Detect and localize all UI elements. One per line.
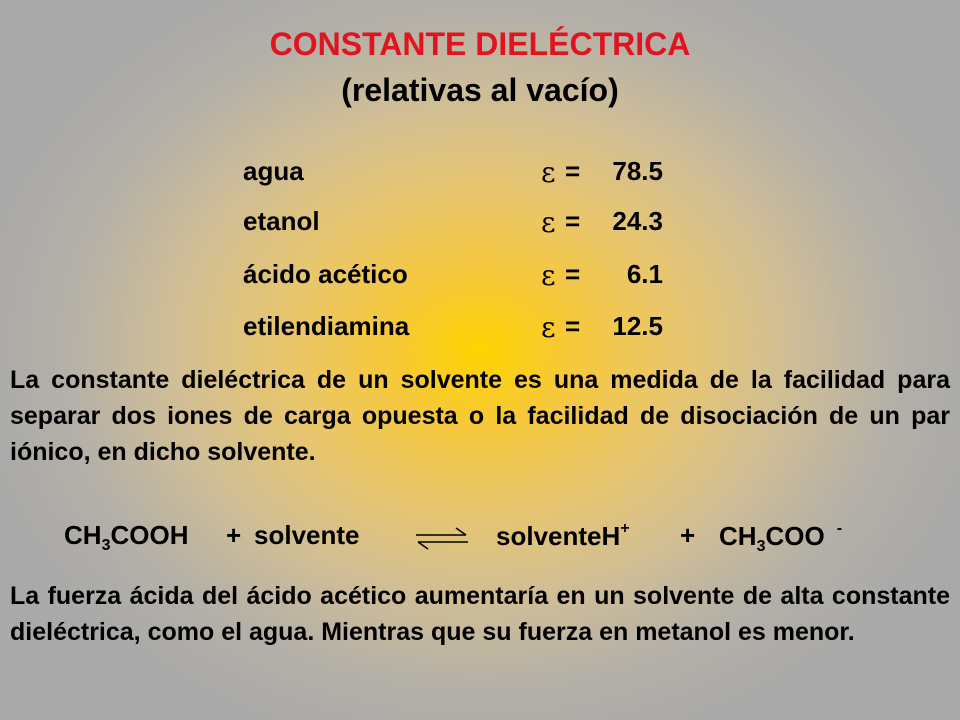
product-solvent-h: solventeH+ <box>496 520 630 551</box>
equals-sign: = <box>565 259 581 289</box>
definition-paragraph: La constante dieléctrica de un solvente es una medida de la facilidad para separar dos iones de carga opuesta o la facilidad de disociación de un par iónico, en dicho solvente. <box>10 366 950 466</box>
solvent-name: agua <box>243 156 304 186</box>
equals-sign: = <box>565 311 581 341</box>
epsilon-symbol: ε <box>541 259 556 292</box>
slide-subtitle: (relativas al vacío) <box>341 72 619 108</box>
conclusion-paragraph: La fuerza ácida del ácido acético aumentaría en un solvente de alta constante dieléctrica, como el agua. Mientras que su fuerza en metanol es menor. <box>10 582 950 646</box>
chemical-equation <box>64 520 944 560</box>
solvent-name: etanol <box>243 206 320 236</box>
solvent-name: ácido acético <box>243 259 408 289</box>
reactant-solvent: solvente <box>254 520 360 550</box>
equals-sign: = <box>565 206 581 236</box>
epsilon-symbol: ε <box>541 206 556 239</box>
dielectric-value: 6.1 <box>626 259 663 289</box>
equals-sign: = <box>565 156 581 186</box>
product-acetate: $CH_3COO$ - <box>719 520 843 555</box>
plus-sign: + <box>680 520 696 550</box>
dielectric-value: 12.5 <box>612 311 663 341</box>
reactant-acetic-acid: $CH_3COOH$ <box>64 520 189 554</box>
dielectric-value: 78.5 <box>612 156 663 186</box>
plus-sign: + <box>226 520 242 550</box>
solvent-name: etilendiamina <box>243 311 410 341</box>
slide-title: CONSTANTE DIELÉCTRICA <box>269 26 691 62</box>
epsilon-symbol: ε <box>541 311 556 344</box>
equilibrium-arrow-icon <box>416 526 468 550</box>
epsilon-symbol: ε <box>541 156 556 189</box>
dielectric-value: 24.3 <box>612 206 663 236</box>
